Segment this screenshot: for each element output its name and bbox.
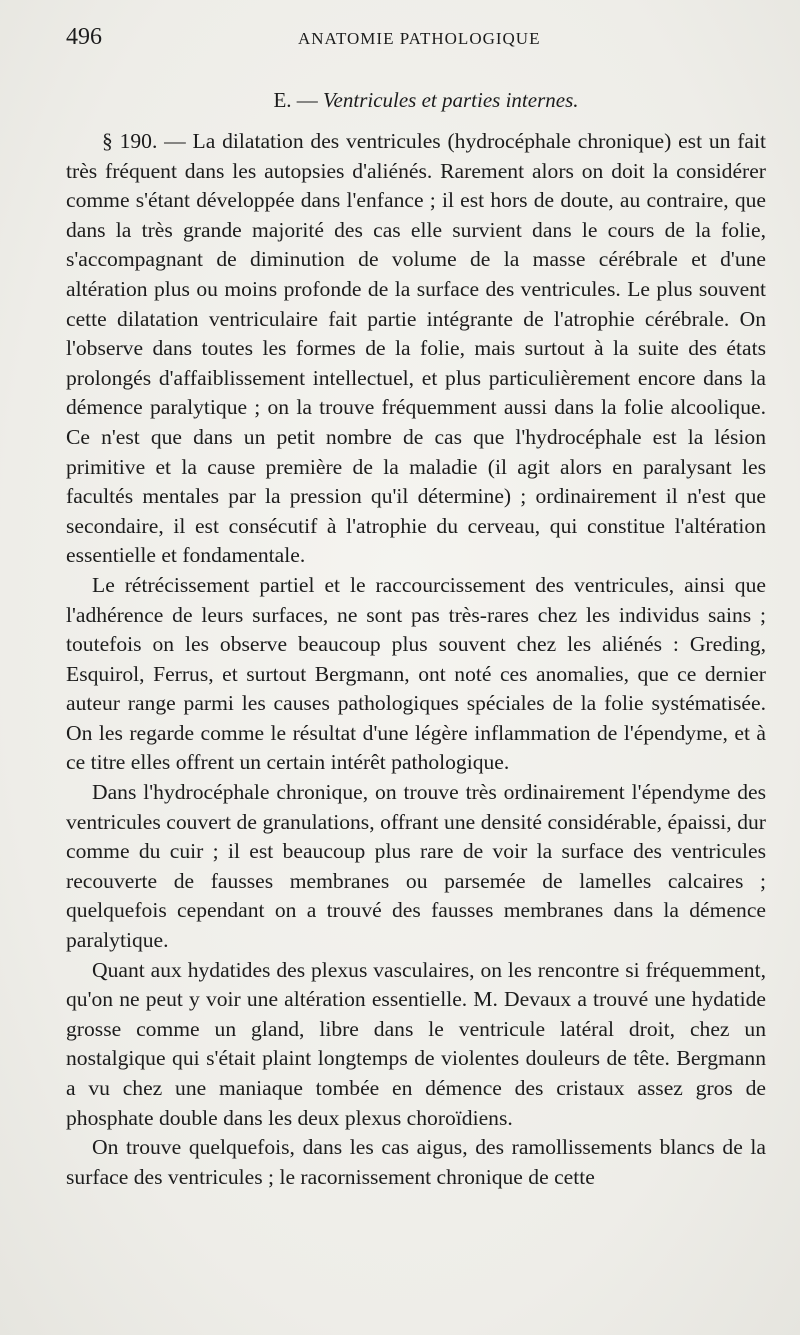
paragraph-retrecissement: Le rétrécissement partiel et le raccourcissement des ventricules, ainsi que l'adhérence de leurs surfaces, ne sont pas très-rares chez les individus sains ; toutefois on les observe beaucoup plus souvent chez les aliénés : Greding, Esquirol, Ferrus, et surtout Bergmann, ont noté ces anomalies, que ce dernier auteur range parmi les causes pathologiques spéciales de la folie systématisée. On les regarde comme le résultat d'une légère inflammation de l'épendyme, et à ce titre elles offrent un certain intérêt pathologique. (66, 572, 766, 775)
body-text (66, 127, 766, 1192)
page-header (66, 24, 766, 64)
paragraph-hydatides: Quant aux hydatides des plexus vasculaires, on les rencontre si fréquemment, qu'on ne peut y voir une altération essentielle. M. Devaux a trouvé une hydatide grosse comme un gland, libre dans le ventricule latéral droit, chez un nostalgique qui s'était plaint longtemps de violentes douleurs de tête. Bergmann a vu chez une maniaque tombée en démence des cristaux assez gros de phosphate double dans les deux plexus choroïdiens. (66, 957, 766, 1130)
paragraph-190: § 190. — La dilatation des ventricules (hydrocéphale chronique) est un fait très fréquent dans les autopsies d'aliénés. Rarement alors on doit la considérer comme s'étant développée dans l'enfance ; il est hors de doute, au contraire, que dans la très grande majorité des cas elle survient dans le cours de la folie, s'accompagnant de diminution de volume de la masse cérébrale et d'une altération plus ou moins profonde de la surface des ventricules. Le plus souvent cette dilatation ventriculaire fait partie intégrante de l'atrophie cérébrale. On l'observe dans toutes les formes de la folie, mais surtout à la suite des états prolongés d'affaiblissement intellectuel, et plus particulièrement encore dans la démence paralytique ; on la trouve fréquemment aussi dans la folie alcoolique. Ce n'est que dans un petit nombre de cas que l'hydrocéphale est la lésion primitive et la cause première de la maladie (il agit alors en paralysant les facultés mentales par la pression qu'il détermine) ; ordinairement il n'est que secondaire, il est consécutif à l'atrophie du cerveau, qui constitue l'altération essentielle et fondamentale. (66, 129, 766, 568)
paragraph-hydrocephale: Dans l'hydrocéphale chronique, on trouve très ordinairement l'épendyme des ventricules couvert de granulations, offrant une densité considérable, épaissi, dur comme du cuir ; il est beaucoup plus rare de voir la surface des ventricules recouverte de fausses membranes ou parsemée de lamelles calcaires ; quelquefois cependant on a trouvé des fausses membranes dans la démence paralytique. (66, 780, 766, 953)
section-heading (66, 88, 766, 113)
section-title: Ventricules et parties internes. (323, 88, 579, 112)
page-number: 496 (66, 24, 102, 50)
section-label: E. — (273, 88, 318, 112)
paragraph-ramollissements: On trouve quelquefois, dans les cas aigus, des ramollissements blancs de la surface des ventricules ; le racornissement chronique de cette (66, 1135, 766, 1189)
running-head: ANATOMIE PATHOLOGIQUE (298, 29, 541, 48)
